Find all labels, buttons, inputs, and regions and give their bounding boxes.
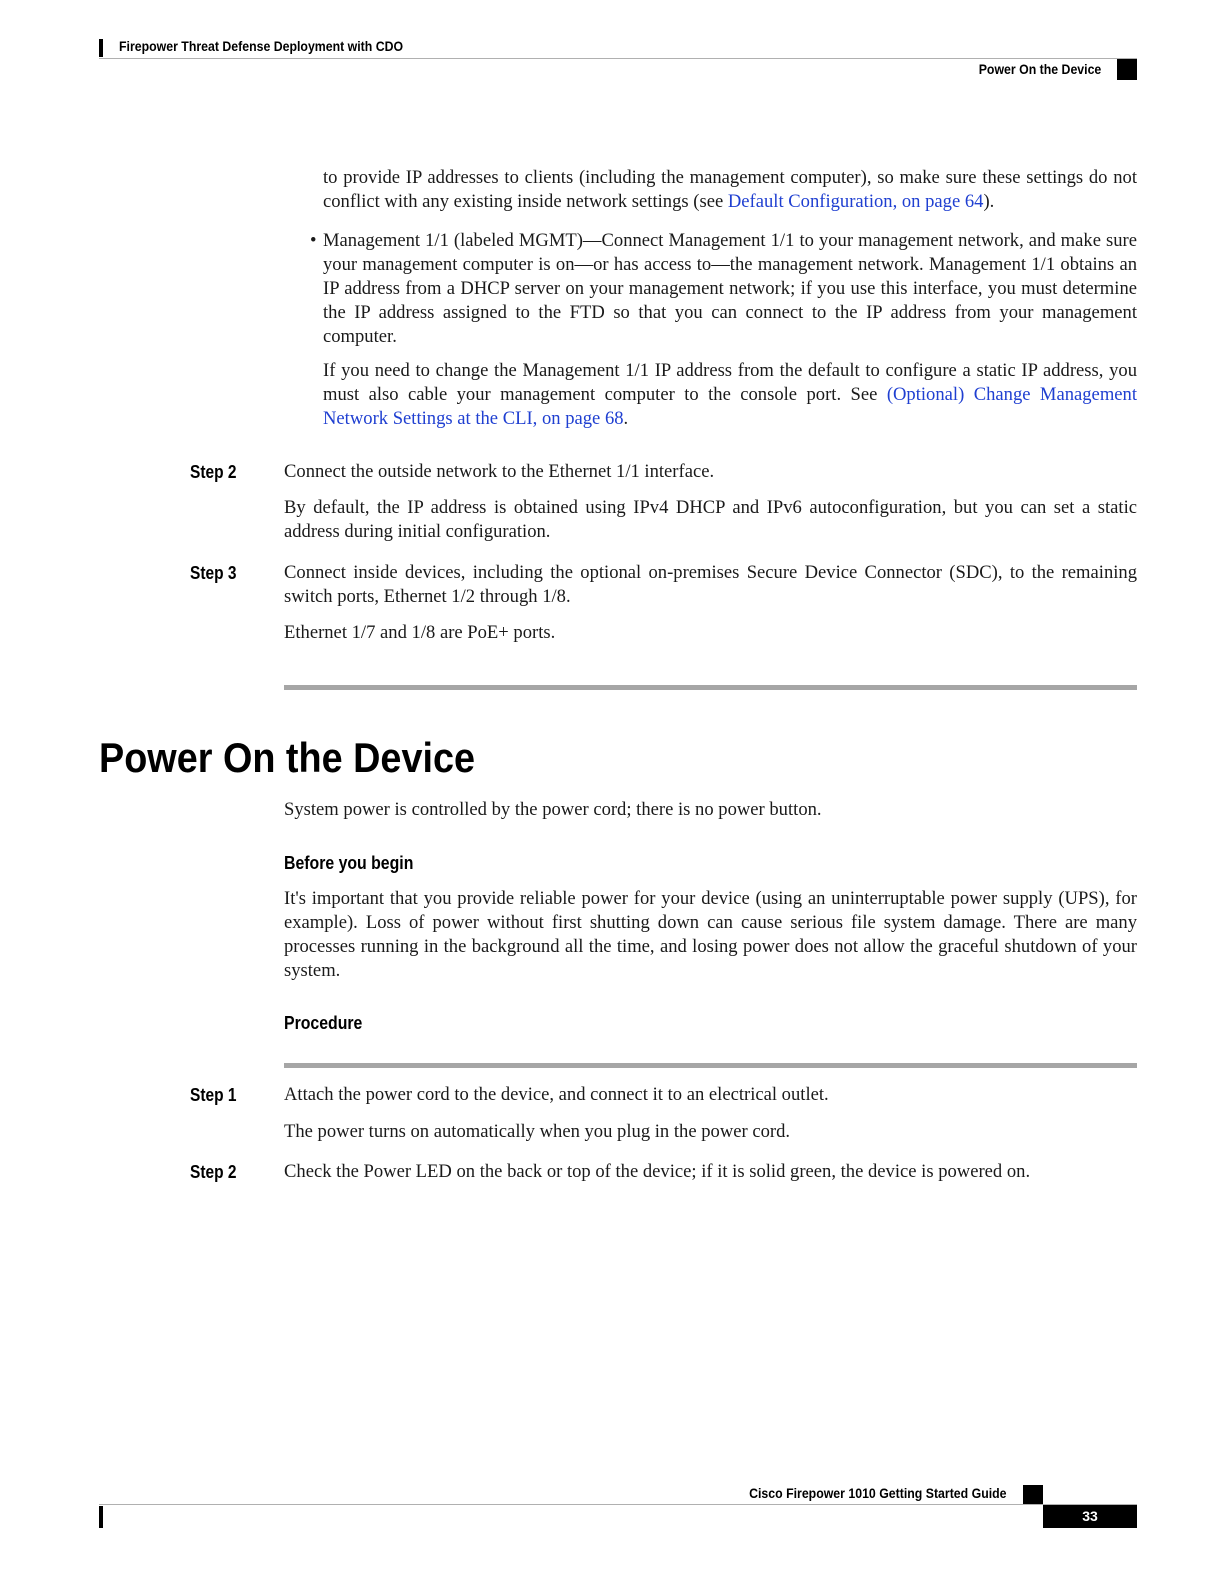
section-title: Power On the Device xyxy=(99,734,476,781)
header-corner-block xyxy=(1117,59,1137,80)
step-note-text: Ethernet 1/7 and 1/8 are PoE+ ports. xyxy=(284,622,556,643)
step-note-text: The power turns on automatically when you plug in the power cord. xyxy=(284,1121,791,1142)
procedure-divider xyxy=(284,1063,1137,1068)
management-change-paragraph xyxy=(323,359,1137,431)
header-rule xyxy=(99,58,1137,59)
footer-left-bar xyxy=(99,1506,103,1528)
continued-paragraph-end: ). xyxy=(983,191,995,212)
step-label: Step 1 xyxy=(190,1085,237,1105)
before-you-begin-text: It's important that you provide reliable power for your device (using an uninterruptable power supply (UPS), for example). Loss of power without first shutting down can cause serious file system damage. There are many processes running in the background all the time, and losing power does not allow the graceful shutdown of your system. xyxy=(284,888,1137,981)
footer-rule xyxy=(99,1504,1137,1505)
step-main-text: Connect the outside network to the Ethernet 1/1 interface. xyxy=(284,461,715,482)
header-left-bar xyxy=(99,39,103,57)
bullet-mark: • xyxy=(310,230,317,251)
step-label: Step 2 xyxy=(190,462,237,482)
step-label: Step 3 xyxy=(190,563,237,583)
step-main-text: Check the Power LED on the back or top of the device; if it is solid green, the device is powered on. xyxy=(284,1161,1031,1182)
section-intro: System power is controlled by the power cord; there is no power button. xyxy=(284,799,822,820)
before-you-begin-heading: Before you begin xyxy=(284,853,414,873)
management-change-end: . xyxy=(623,408,629,429)
continued-paragraph-text: to provide IP addresses to clients (including the management computer), so make sure these settings do not conflict with any existing inside network settings (see xyxy=(323,167,1137,212)
section-divider xyxy=(284,685,1137,690)
management-bullet-text: Management 1/1 (labeled MGMT)—Connect Management 1/1 to your management network, and make sure your management computer is on—or has access to—the management network. Management 1/1 obtains an IP address from a DHCP server on your management network; if you use this interface, you must determine the IP address assigned to the FTD so that you can connect to the IP address from your management computer. xyxy=(323,230,1137,347)
procedure-heading: Procedure xyxy=(284,1013,363,1033)
change-management-network-link[interactable]: (Optional) Change Management Network Settings at the CLI, on page 68 xyxy=(323,384,1137,429)
continued-paragraph xyxy=(323,166,1137,214)
footer-corner-block xyxy=(1023,1485,1043,1504)
step-main-text: Connect inside devices, including the optional on-premises Secure Device Connector (SDC), to the remaining switch ports, Ethernet 1/2 through 1/8. xyxy=(284,562,1137,607)
header-doc-title: Firepower Threat Defense Deployment with CDO xyxy=(119,38,404,54)
step-main-text: Attach the power cord to the device, and connect it to an electrical outlet. xyxy=(284,1084,829,1105)
step-label: Step 2 xyxy=(190,1162,237,1182)
default-configuration-link[interactable]: Default Configuration, on page 64 xyxy=(727,191,984,212)
step-note-text: By default, the IP address is obtained using IPv4 DHCP and IPv6 autoconfiguration, but you can set a static address during initial configuration. xyxy=(284,497,1137,542)
header-section-title: Power On the Device xyxy=(978,61,1101,77)
page-number: 33 xyxy=(1043,1505,1137,1528)
footer-guide-title: Cisco Firepower 1010 Getting Started Guide xyxy=(749,1485,1007,1501)
management-change-text: If you need to change the Management 1/1 IP address from the default to configure a static IP address, you must also cable your management computer to the console port. See xyxy=(323,360,1137,405)
